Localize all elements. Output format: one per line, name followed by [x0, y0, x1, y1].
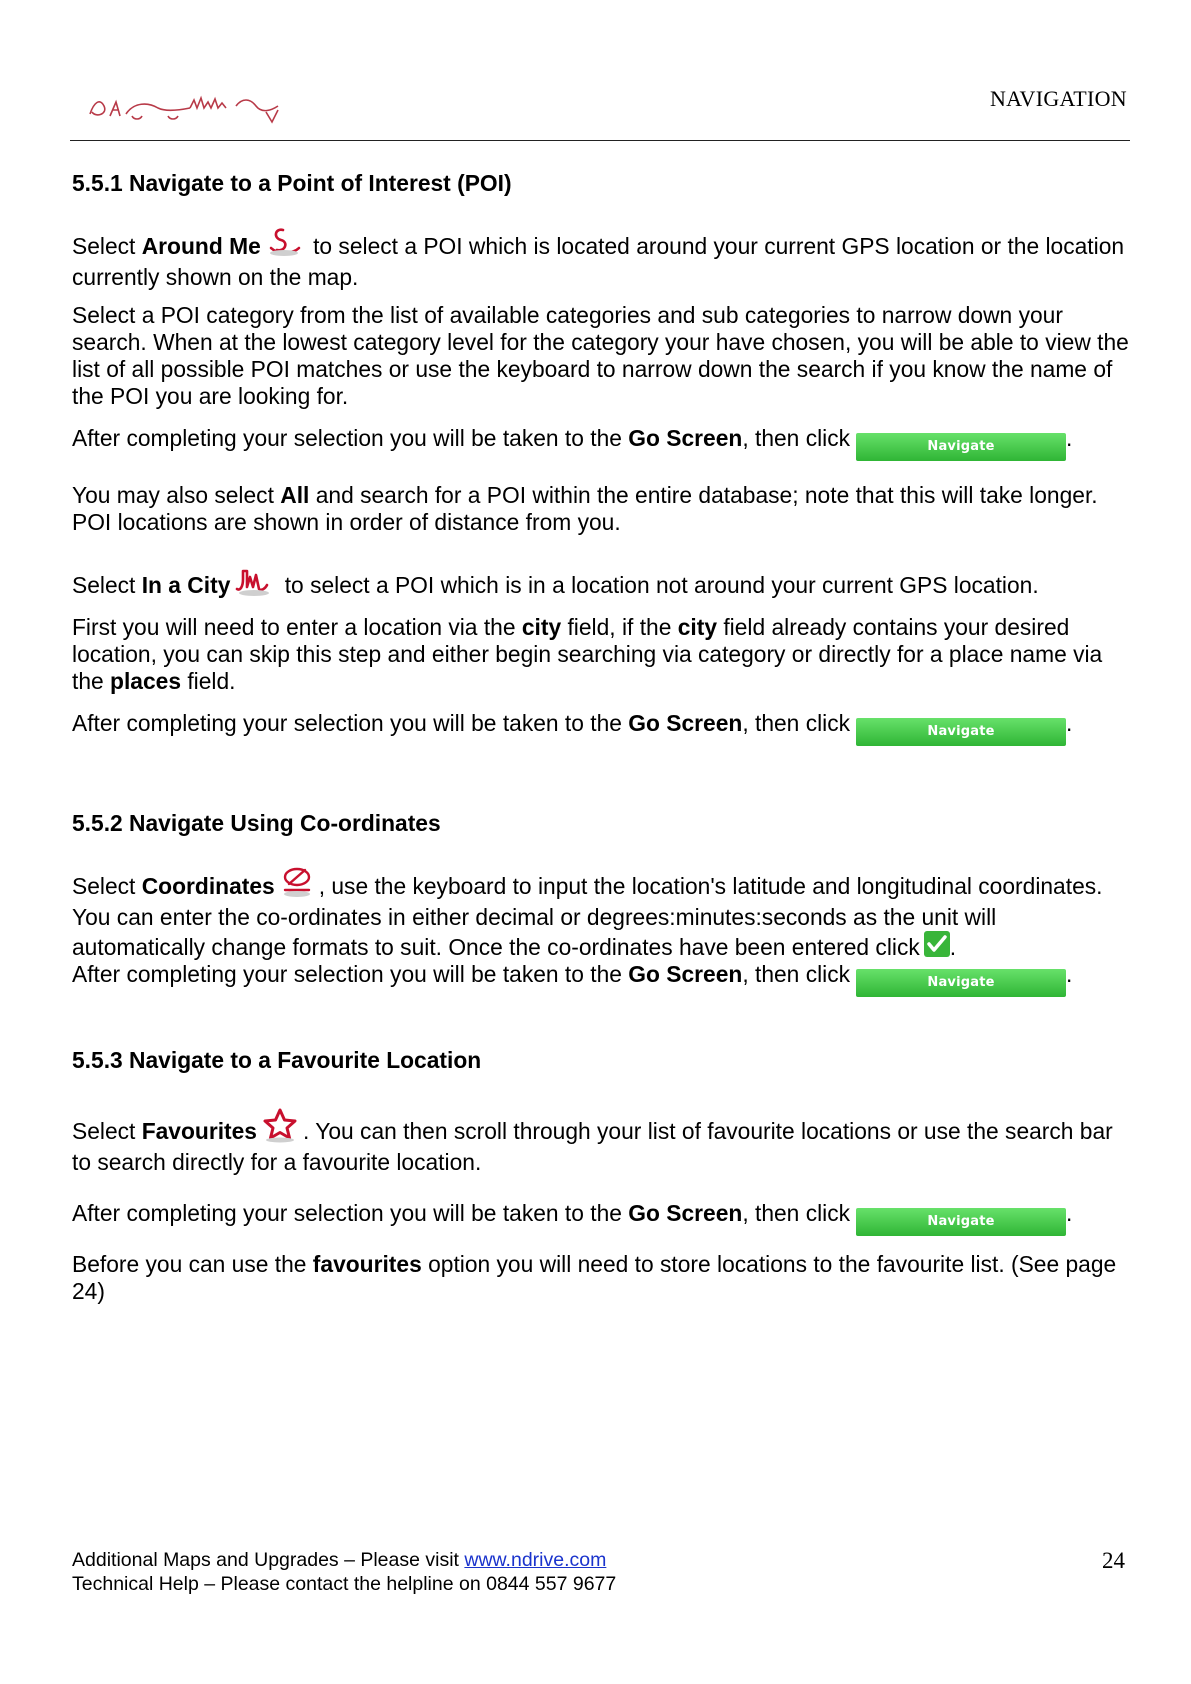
navigate-button[interactable]: Navigate — [856, 718, 1066, 746]
text-segment: to select a POI which is located around your current GPS location or the location currently shown on the map. — [72, 233, 1125, 290]
in-a-city-icon — [234, 565, 274, 603]
paragraph-select-all — [72, 482, 1130, 536]
section-heading-poi: 5.5.1 Navigate to a Point of Interest (POI) — [72, 170, 512, 196]
text-segment: and search for a POI within the entire database; note that this will take longer. POI locations are shown in order of distance from you. — [72, 482, 1098, 535]
text-segment: . — [1066, 1200, 1073, 1226]
text-segment: to select a POI which is in a location not around your current GPS location. — [278, 572, 1039, 598]
text-segment: Select — [72, 1118, 142, 1144]
text-segment: field, if the — [561, 614, 678, 640]
footer-line-2: Technical Help – Please contact the helpline on 0844 557 9677 — [72, 1573, 617, 1595]
text-segment: , then click — [742, 710, 851, 736]
bold-around-me: Around Me — [141, 233, 261, 259]
paragraph-go-screen-3 — [72, 961, 1130, 997]
text-segment: After completing your selection you will be taken to the — [72, 1200, 629, 1226]
text-segment: You may also select — [72, 482, 281, 508]
ndrive-link[interactable]: www.ndrive.com — [464, 1549, 607, 1571]
page-number: 24 — [1102, 1548, 1125, 1573]
text-segment: Select — [72, 233, 142, 259]
text-segment: . — [1066, 961, 1073, 987]
text-segment: After completing your selection you will be taken to the — [72, 425, 629, 451]
paragraph-go-screen-2 — [72, 710, 1130, 746]
section-heading-favourites: 5.5.3 Navigate to a Favourite Location — [72, 1047, 482, 1073]
bold-go-screen: Go Screen — [628, 961, 743, 987]
footer — [72, 1548, 616, 1596]
bold-go-screen: Go Screen — [628, 710, 743, 736]
navigate-button[interactable]: Navigate — [856, 969, 1066, 997]
text-segment: Select — [72, 873, 142, 899]
text-segment: field already contains your desired location, you can skip this step and either begin searching via category or directly for a place name via the — [72, 614, 1103, 694]
section-heading-coordinates: 5.5.2 Navigate Using Co-ordinates — [72, 810, 441, 836]
text-segment: . — [949, 934, 957, 960]
paragraph-favourites-note — [72, 1251, 1130, 1305]
text-segment: . — [1066, 710, 1073, 736]
paragraph-city-field — [72, 614, 1130, 695]
bold-favourites: favourites — [312, 1251, 422, 1277]
text-segment: , use the keyboard to input the location's latitude and longitudinal coordinates. You can enter the co-ordinates in either decimal or degrees:minutes:seconds as the unit will automatically change formats to suit. Once the co-ordinates have been entered click — [72, 873, 1103, 960]
bold-in-a-city: In a City — [141, 572, 231, 598]
confirm-check-button[interactable] — [924, 931, 950, 957]
footer-line-1 — [72, 1548, 616, 1572]
text-segment: First you will need to enter a location via the — [72, 614, 522, 640]
navigate-button[interactable]: Navigate — [856, 1208, 1066, 1236]
favourites-star-icon — [261, 1107, 299, 1149]
bold-favourites: Favourites — [141, 1118, 257, 1144]
text-segment: After completing your selection you will be taken to the — [72, 710, 629, 736]
brand-logo — [86, 84, 296, 128]
navigate-button[interactable]: Navigate — [856, 433, 1066, 461]
paragraph-coordinates — [72, 866, 1130, 961]
paragraph-go-screen-4 — [72, 1200, 1130, 1236]
bold-coordinates: Coordinates — [141, 873, 275, 899]
header-divider — [70, 140, 1130, 141]
text-segment: Before you can use the — [72, 1251, 313, 1277]
bold-city: city — [521, 614, 562, 640]
paragraph-in-a-city — [72, 565, 1130, 603]
bold-places: places — [110, 668, 182, 694]
bold-go-screen: Go Screen — [628, 425, 743, 451]
header-title: NAVIGATION — [989, 86, 1127, 111]
text-segment: , then click — [742, 425, 851, 451]
text-segment: . You can then scroll through your list of favourite locations or use the search bar to search directly for a favourite location. — [72, 1118, 1113, 1175]
text-segment: , then click — [742, 961, 851, 987]
bold-all: All — [280, 482, 310, 508]
text-segment: , then click — [742, 1200, 851, 1226]
paragraph-favourites — [72, 1107, 1130, 1176]
around-me-icon — [265, 226, 303, 264]
paragraph-around-me — [72, 226, 1130, 291]
bold-city: city — [677, 614, 718, 640]
text-segment: field. — [181, 668, 236, 694]
text-segment: . — [1066, 425, 1073, 451]
text-segment: Select — [72, 572, 142, 598]
coordinates-icon — [279, 866, 315, 904]
main-content — [72, 170, 1130, 1305]
paragraph-poi-category: Select a POI category from the list of available categories and sub categories to narrow down your search. When at the lowest category level for the category your have chosen, you will be able to view the list of all possible POI matches or use the keyboard to narrow down the search if you know the name of the POI you are looking for. — [72, 302, 1129, 409]
footer-text: Additional Maps and Upgrades – Please visit — [72, 1549, 465, 1571]
paragraph-go-screen-1 — [72, 425, 1130, 461]
text-segment: option you will need to store locations to the favourite list. (See page 24) — [72, 1251, 1117, 1304]
bold-go-screen: Go Screen — [628, 1200, 743, 1226]
text-segment: After completing your selection you will be taken to the — [72, 961, 629, 987]
